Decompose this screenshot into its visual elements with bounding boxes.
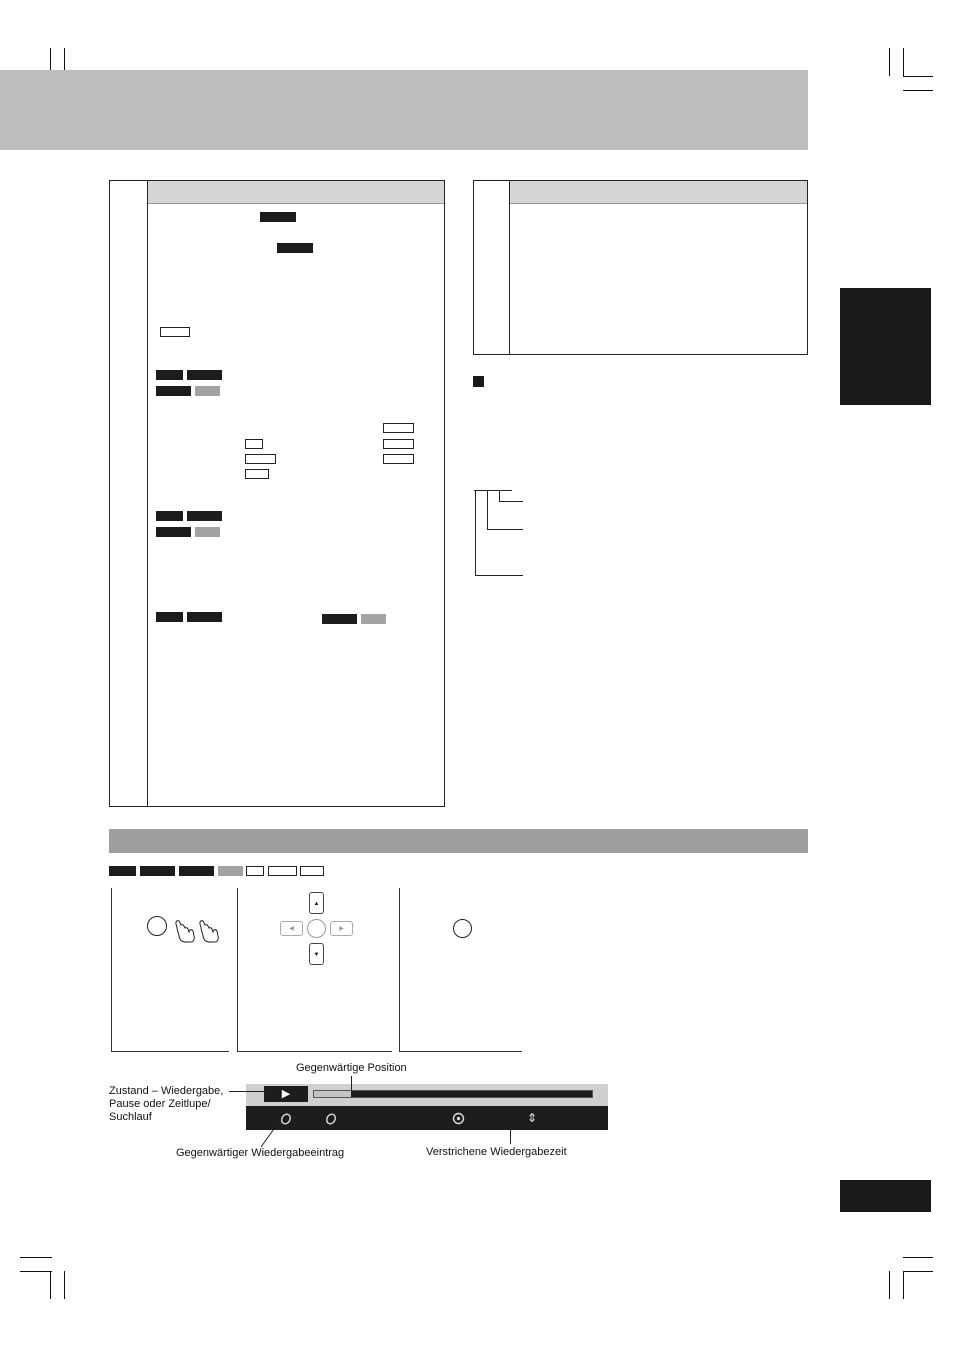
callout-current-position: Gegenwärtige Position (296, 1062, 407, 1074)
disc-tag (268, 866, 297, 876)
dpad-center-button[interactable] (307, 919, 326, 938)
dpad-up-button[interactable]: ▲ (309, 892, 324, 914)
crop-mark (889, 48, 890, 76)
crop-mark (50, 1271, 51, 1299)
disc-tag (195, 527, 220, 537)
folder-icon (452, 1112, 465, 1125)
tree-branch (487, 529, 523, 530)
disc-tag (245, 469, 269, 479)
disc-tag (322, 614, 357, 624)
osd-state-box (264, 1086, 308, 1102)
page-number-tab (840, 1180, 931, 1212)
tree-branch (475, 490, 476, 576)
callout-state-line1: Zustand – Wiedergabe, (109, 1085, 224, 1097)
disc-tag (383, 439, 414, 449)
callout-state-line3: Suchlauf (109, 1111, 152, 1123)
disc-tag (245, 439, 263, 449)
leader-line-position (351, 1076, 352, 1094)
dpad-left-button[interactable]: ◀ (280, 921, 303, 936)
tree-branch (499, 501, 523, 502)
disc-tag (277, 243, 313, 253)
disc-tag (156, 511, 183, 521)
disc-icon (325, 1113, 337, 1125)
disc-tag (383, 454, 414, 464)
dpad-right-button[interactable]: ▶ (330, 921, 353, 936)
side-tab (840, 288, 931, 405)
section-band (109, 829, 808, 853)
hand-icon (172, 920, 220, 946)
tree-branch (487, 490, 488, 530)
header-band (0, 70, 808, 150)
bullet-square (473, 376, 484, 387)
osd-top-bar (246, 1084, 608, 1106)
disc-tag (179, 866, 214, 876)
crop-mark (64, 1271, 65, 1299)
crop-mark (903, 1271, 933, 1272)
up-down-icon: ⇕ (527, 1111, 538, 1125)
disc-tag (160, 327, 190, 337)
osd-bottom-bar (246, 1106, 608, 1130)
callout-state-line2: Pause oder Zeitlupe/ (109, 1098, 211, 1110)
disc-tag (156, 370, 183, 380)
leader-line-state (229, 1091, 269, 1092)
disc-tag (187, 370, 222, 380)
tree-branch (475, 575, 523, 576)
crop-mark (20, 1271, 52, 1272)
osd-progress-bar (313, 1090, 593, 1098)
disc-tag (187, 511, 222, 521)
crop-mark (889, 1271, 890, 1299)
disc-tag (187, 612, 222, 622)
crop-mark (903, 90, 933, 91)
panel-gutter (474, 181, 510, 354)
disc-tag (140, 866, 175, 876)
callout-elapsed-time: Verstrichene Wiedergabezeit (426, 1146, 567, 1158)
disc-tag (245, 454, 276, 464)
crop-mark (903, 1271, 904, 1299)
disc-tag (361, 614, 386, 624)
panel-titlebar (510, 181, 807, 204)
disc-tag (218, 866, 243, 876)
callout-current-entry: Gegenwärtiger Wiedergabeeintrag (176, 1147, 345, 1159)
disc-tag (109, 866, 136, 876)
remote-button[interactable] (147, 916, 167, 936)
step-box-3 (399, 888, 522, 1052)
disc-tag (156, 612, 183, 622)
crop-mark (903, 76, 933, 77)
disc-tag (156, 527, 191, 537)
step-box-2 (237, 888, 392, 1052)
panel-titlebar (148, 181, 444, 204)
play-icon: ▶ (281, 1088, 291, 1100)
disc-tag (300, 866, 324, 876)
crop-mark (20, 1257, 52, 1258)
leader-line-entry (259, 1118, 283, 1148)
disc-tag (246, 866, 264, 876)
dpad-down-button[interactable]: ▼ (309, 943, 324, 965)
left-panel (109, 180, 445, 807)
disc-tag (260, 212, 296, 222)
crop-mark (903, 1257, 933, 1258)
osd-progress-position (314, 1091, 351, 1097)
step-box-1 (111, 888, 229, 1052)
disc-tag (195, 386, 220, 396)
tree-top-line (474, 490, 512, 491)
leader-line-elapsed (510, 1128, 511, 1144)
disc-tag (383, 423, 414, 433)
disc-tag (156, 386, 191, 396)
crop-mark (903, 48, 904, 76)
right-panel (473, 180, 808, 355)
panel-gutter (110, 181, 148, 806)
remote-button[interactable] (453, 919, 472, 938)
